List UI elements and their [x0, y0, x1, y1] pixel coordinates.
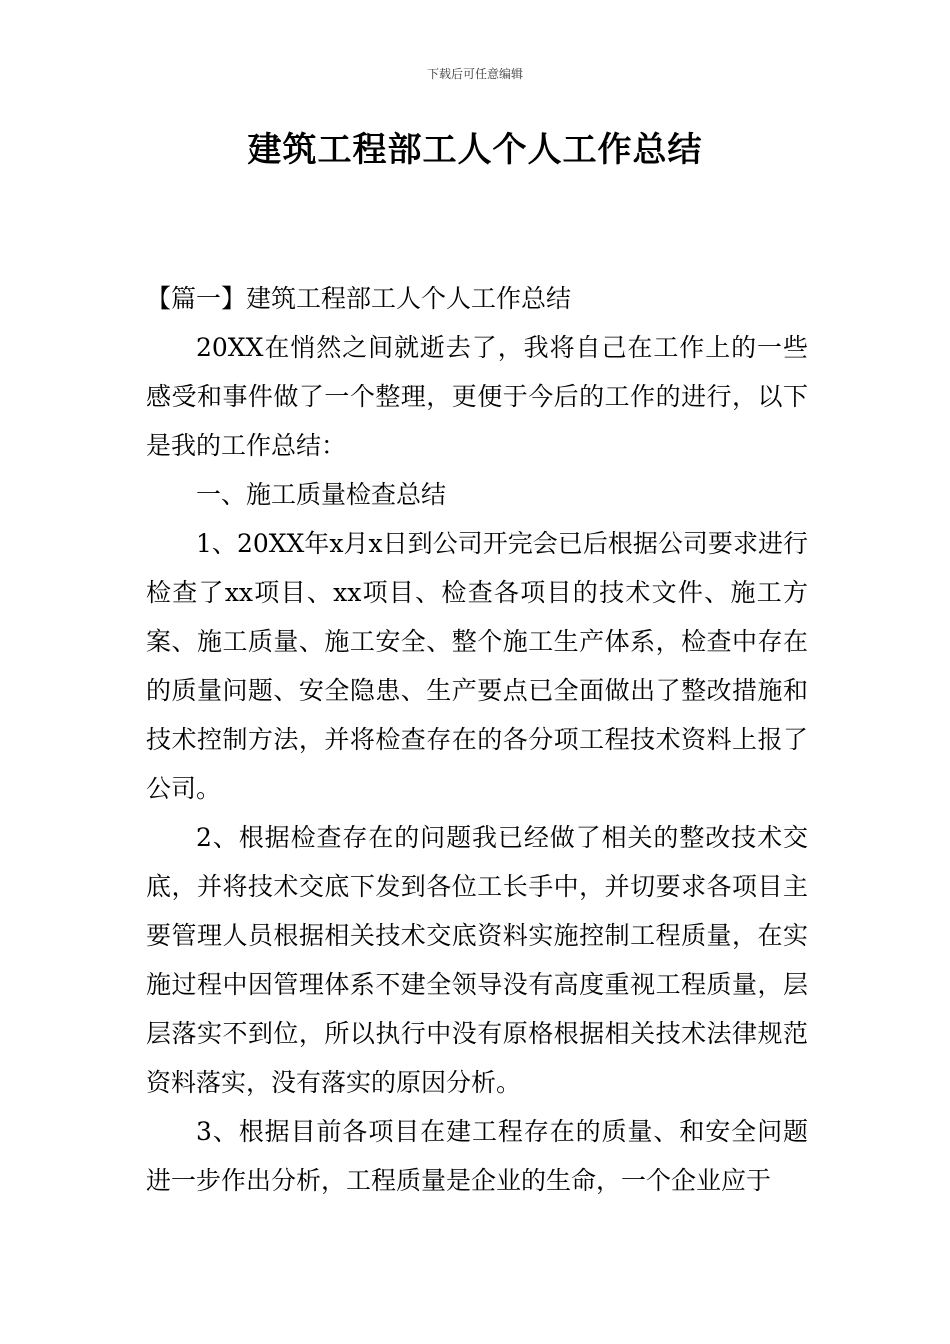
page-header-note: 下载后可任意编辑	[426, 67, 523, 81]
paragraph-item-2: 2、根据检查存在的问题我已经做了相关的整改技术交底，并将技术交底下发到各位工长手中，并切要求各项目主要管理人员根据相关技术交底资料实施控制工程质量，在实施过程中因管理体系不建全领导没有高度重视工程质量，层层落实不到位，所以执行中没有原格根据相关技术法律规范资料落实，没有落实的原因分析。	[146, 823, 808, 1097]
paragraph-item-3: 3、根据目前各项目在建工程存在的质量、和安全问题进一步作出分析，工程质量是企业的生命，一个企业应于	[146, 1117, 808, 1195]
document-title: 建筑工程部工人个人工作总结	[247, 130, 703, 170]
document-body	[146, 274, 808, 1205]
subheading-quality-inspection: 一、施工质量检查总结	[196, 480, 447, 509]
section-heading: 【篇一】建筑工程部工人个人工作总结	[146, 284, 572, 313]
paragraph-item-1: 1、20XX年x月x日到公司开完会已后根据公司要求进行检查了xx项目、xx项目、检查各项目的技术文件、施工方案、施工质量、施工安全、整个施工生产体系，检查中存在的质量问题、安全隐患、生产要点已全面做出了整改措施和技术控制方法，并将检查存在的各分项工程技术资料上报了公司。	[146, 529, 808, 803]
paragraph-intro: 20XX在悄然之间就逝去了，我将自己在工作上的一些感受和事件做了一个整理，更便于今后的工作的进行，以下是我的工作总结：	[146, 333, 808, 460]
